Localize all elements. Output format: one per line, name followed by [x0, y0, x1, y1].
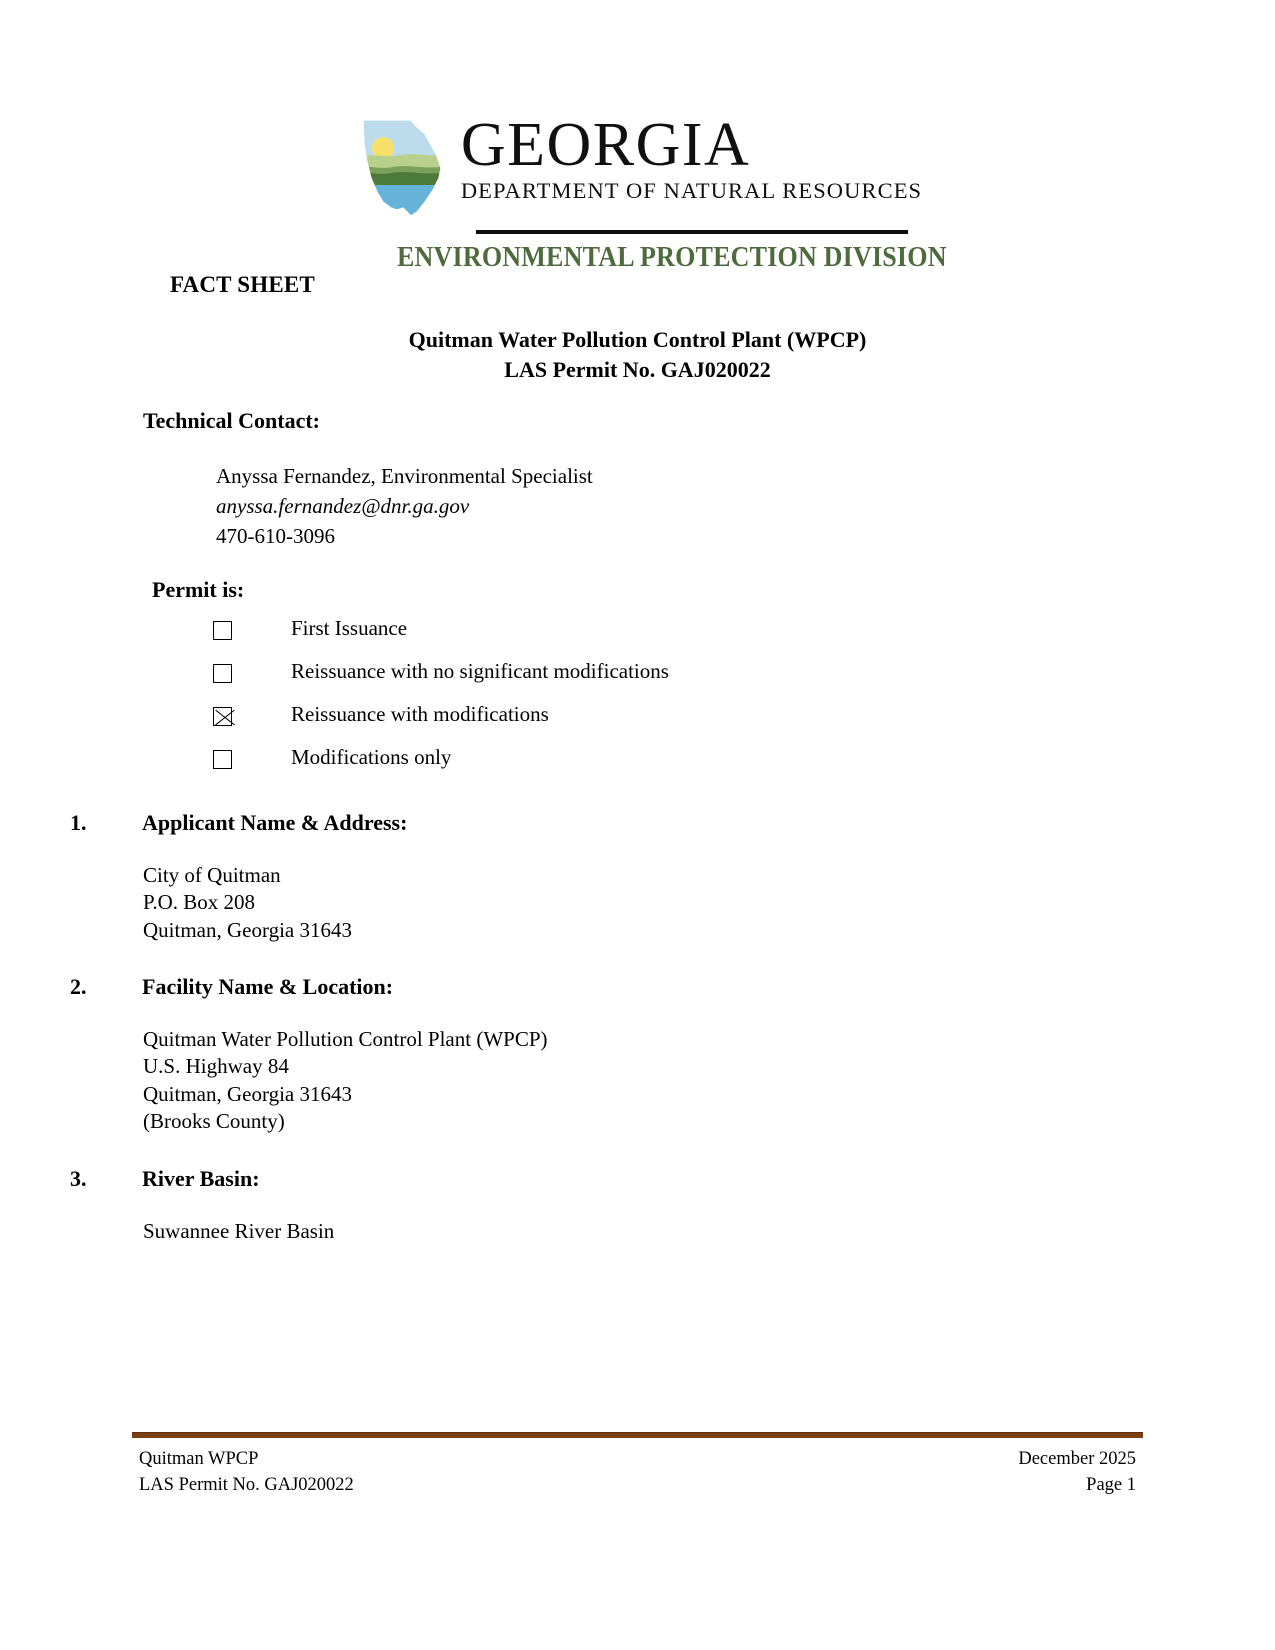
checkbox-label-reissuance-with-modifications: Reissuance with modifications [291, 702, 549, 726]
footer-facility-name: Quitman WPCP [139, 1449, 259, 1469]
checkbox-row-first-issuance[interactable] [213, 616, 669, 659]
checkbox-row-modifications-only[interactable] [213, 745, 669, 788]
contact-email: anyssa.fernandez@dnr.ga.gov [216, 493, 470, 518]
section-2-heading: Facility Name & Location: [142, 974, 394, 999]
checkbox-reissuance-no-significant-modifications[interactable] [213, 664, 232, 683]
section-3-body [143, 1218, 334, 1245]
section-1-line-2: P.O. Box 208 [143, 890, 256, 915]
section-1-number: 1. [70, 810, 87, 835]
logo-department-text: DEPARTMENT OF NATURAL RESOURCES [460, 177, 923, 203]
section-2-line-4: (Brooks County) [143, 1108, 285, 1133]
section-3-line-1: Suwannee River Basin [143, 1219, 335, 1243]
permit-is-label: Permit is: [152, 577, 245, 602]
logo-wordmark-group [461, 112, 922, 204]
contact-phone: 470-610-3096 [216, 523, 335, 548]
checkbox-label-modifications-only: Modifications only [291, 745, 452, 769]
section-2-line-1: Quitman Water Pollution Control Plant (WPCP) [143, 1027, 548, 1051]
logo-division-text: ENVIRONMENTAL PROTECTION DIVISION [396, 242, 947, 273]
document-title [0, 325, 1275, 384]
section-1-body [143, 862, 352, 944]
section-1-heading: Applicant Name & Address: [142, 810, 408, 835]
page-footer [139, 1446, 1136, 1499]
agency-logo [0, 112, 1275, 274]
checkbox-label-reissuance-no-significant-modifications: Reissuance with no significant modifications [291, 659, 669, 683]
section-2-number: 2. [70, 974, 87, 999]
technical-contact-details [216, 462, 593, 551]
checkbox-row-reissuance-with-modifications[interactable] [213, 702, 669, 745]
logo-row [353, 112, 922, 224]
checkbox-row-reissuance-no-significant-modifications[interactable] [213, 659, 669, 702]
checkbox-reissuance-with-modifications[interactable] [213, 707, 232, 726]
technical-contact-label: Technical Contact: [143, 408, 321, 433]
section-2-line-2: U.S. Highway 84 [143, 1054, 289, 1079]
contact-name: Anyssa Fernandez, Environmental Specialist [216, 464, 593, 488]
footer-left [139, 1446, 354, 1499]
logo-georgia-text: GEORGIA [460, 111, 751, 179]
checkbox-modifications-only[interactable] [213, 750, 232, 769]
footer-page-number: Page 1 [1086, 1475, 1136, 1496]
footer-permit-number: LAS Permit No. GAJ020022 [139, 1475, 354, 1496]
section-2-line-3: Quitman, Georgia 31643 [143, 1081, 352, 1106]
section-1-line-1: City of Quitman [143, 863, 281, 887]
checkbox-label-first-issuance: First Issuance [291, 616, 408, 640]
section-2-body [143, 1026, 548, 1135]
fact-sheet-label: FACT SHEET [170, 272, 315, 297]
footer-divider-rule [132, 1432, 1143, 1438]
section-3-heading: River Basin: [142, 1166, 260, 1191]
section-3-number: 3. [70, 1166, 87, 1191]
georgia-state-outline-icon [353, 112, 449, 224]
logo-divider-rule [476, 230, 908, 234]
section-1-line-3: Quitman, Georgia 31643 [143, 917, 352, 942]
document-title-line-1: Quitman Water Pollution Control Plant (WPCP) [408, 327, 867, 352]
footer-right [1018, 1446, 1136, 1499]
checkbox-first-issuance[interactable] [213, 621, 232, 640]
footer-date: December 2025 [1018, 1449, 1136, 1469]
permit-is-checkbox-list [213, 616, 669, 788]
document-title-line-2: LAS Permit No. GAJ020022 [504, 356, 771, 382]
